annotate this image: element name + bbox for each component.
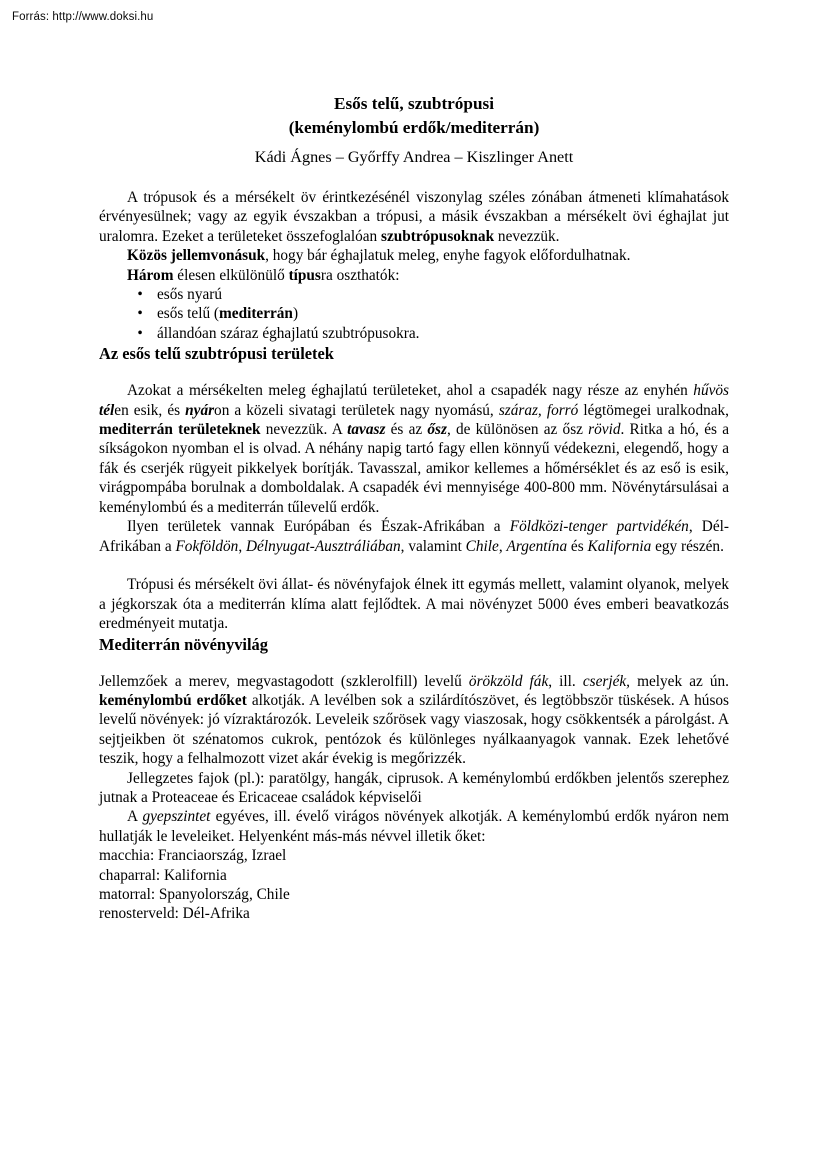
s1p2-e: , [498, 537, 507, 555]
intro-p3-bold-term-1: Három [127, 266, 174, 284]
bullet-icon: • [137, 286, 143, 304]
region-line: matorral: Spanyolország, Chile [99, 885, 290, 903]
s1p2-italic-delnyugat: Délnyugat-Ausztráliában [246, 537, 401, 555]
title-line-2: (keménylombú erdők/mediterrán) [288, 117, 540, 137]
s1p1-italic-szaraz-forro: száraz, forró [498, 401, 579, 419]
s1p2-d: , valamint [400, 537, 466, 555]
region-line: renosterveld: Dél-Afrika [99, 905, 250, 923]
section2-paragraph-1 [99, 672, 729, 769]
section-heading-mediterranean-flora: Mediterrán növényvilág [99, 634, 268, 654]
list-item [99, 324, 729, 343]
s2p3-b: egyéves, ill. évelő virágos növények alkotják. A keménylombú erdők nyáron nem hullatják le leveleiket. Helyenként más-más névvel illetik őket: [99, 808, 729, 845]
s1p1-e: nevezzük. A [260, 421, 348, 439]
title-line-1: Esős telű, szubtrópusi [334, 94, 494, 113]
bullet-text-after: ) [292, 305, 299, 323]
bullet-text: esős telű ( [157, 305, 220, 323]
subtropics-type-list [99, 285, 729, 343]
bullet-text: esős nyarú [157, 286, 222, 304]
intro-p2-bold-term: Közös jellemvonásuk [127, 247, 266, 265]
s1p2-b: , Dél-Afrikában a [99, 518, 729, 555]
s2p1-a: Jellemzőek a merev, megvastagodott (szklerolfill) levelű [99, 672, 469, 690]
bullet-icon: • [137, 305, 143, 323]
section-heading-rainy-winter: Az esős telű szubtrópusi területek [99, 344, 334, 364]
s2p3-italic-gyepszintet: gyepszintet [142, 808, 211, 826]
s1p1-d: légtömegei uralkodnak, [578, 401, 730, 419]
s1p1-a: Azokat a mérsékelten meleg éghajlatú területeket, ahol a csapadék nagy része az enyhén [127, 382, 694, 400]
author-list: Kádi Ágnes – Győrffy Andrea – Kiszlinger Anett [254, 148, 574, 166]
s1p1-f: és az [385, 421, 428, 439]
s1p1-italic-rovid: rövid [588, 421, 621, 439]
section2-paragraph-2: Jellegzetes fajok (pl.): paratölgy, hangák, ciprusok. A keménylombú erdőkben jelentős szerephez jutnak a Proteaceae és Ericaceae családok képviselői [99, 769, 729, 806]
s2p1-c: melyek az ún. [629, 672, 729, 690]
list-item [99, 285, 729, 304]
intro-paragraph-3 [99, 266, 729, 285]
s2p1-italic-orokzold-fak: örökzöld fák [468, 672, 549, 690]
s1p2-f: és [567, 537, 588, 555]
s1p1-bolditalic-tavasz: tavasz [347, 421, 386, 439]
document-title [99, 92, 729, 139]
intro-p1-text-a: A trópusok és a mérsékelt öv érintkezésénél viszonylag széles zónában átmeneti klímahatások érvényesülnek; vagy az egyik évszakban a trópusi, a másik évszakban a mérsékelt övi éghajlat jut uralomra. Ezeket a területeket összefoglalóan [99, 189, 729, 245]
source-url-header: Forrás: http://www.doksi.hu [12, 11, 154, 23]
s2p1-d: alkotják. A levélben sok a szilárdítószövet, és legtöbbször tüskések. A húsos levelű növények: jó vízraktározók. Leveleik szőrösek vagy viaszosak, hogy csökkentsék a párolgást. A sejtjeikben öt szénatomos cukrok, pentózok és különleges nyálkaanyagok vannak. Ezek lehetővé teszik, hogy a felhalmozott vizet akár évekig is megőrizzék. [99, 691, 730, 768]
region-line: macchia: Franciaország, Izrael [99, 847, 287, 865]
s1p1-bolditalic-osz: ősz [427, 421, 447, 439]
intro-p1-text-b: nevezzük. [494, 227, 560, 245]
s1p2-italic-chile: Chile [465, 537, 499, 555]
s1p2-g: egy részén. [651, 537, 724, 555]
intro-p3-text-mid: élesen elkülönülő [173, 266, 289, 284]
s1p2-a: Ilyen területek vannak Európában és Észak-Afrikában a [127, 518, 510, 536]
s1p1-c: on a közeli sivatagi területek nagy nyomású, [214, 401, 499, 419]
section1-paragraph-2 [99, 517, 729, 556]
s1p2-italic-foldkozi: Földközi-tenger partvidékén [509, 518, 689, 536]
intro-paragraph-1 [99, 188, 729, 246]
region-line: chaparral: Kalifornia [99, 866, 227, 884]
section1-paragraph-3: Trópusi és mérsékelt övi állat- és növényfajok élnek itt egymás mellett, valamint olyanok, melyek a jégkorszak óta a mediterrán klíma alatt fejlődtek. A mai növényzet 5000 éves emberi beavatkozás eredményeit mutatja. [99, 576, 729, 633]
s2p3-a: A [127, 808, 143, 826]
intro-p3-bold-term-2: típus [288, 266, 321, 284]
bullet-icon: • [137, 324, 143, 342]
s1p2-italic-fokfoldon: Fokföldön [175, 537, 239, 555]
section1-paragraph-1 [99, 381, 729, 517]
bullet-bold-term: mediterrán [219, 305, 293, 323]
document-body [99, 92, 729, 924]
s1p1-bolditalic-tel: tél [99, 401, 115, 419]
list-item [99, 304, 729, 323]
s1p2-c: , [238, 537, 246, 555]
s1p1-bold-mediterran-teruleteknek: mediterrán területeknek [99, 421, 261, 439]
region-name-list [99, 846, 729, 924]
bullet-text: állandóan száraz éghajlatú szubtrópusokra. [157, 324, 420, 342]
intro-p2-text: , hogy bár éghajlatuk meleg, enyhe fagyok előfordulhatnak. [265, 247, 631, 265]
s1p1-h: . Ritka a hó, és a síkságokon nyomban el is olvad. A néhány napig tartó fagy ellen könnyű védekezni, elegendő, hogy a fák és cserjék rügyeit pikkelyek borítják. Tavasszal, amikor kellemes a hőmérséklet és az eső is esik, virágpompába borulnak a domboldalak. A csapadék évi mennyisége 400-800 mm. Növénytársulásai a keménylombú és a mediterrán tűlevelű erdők. [99, 421, 729, 516]
s1p2-italic-argentina: Argentína [506, 537, 568, 555]
s1p1-g: , de különösen az ősz [446, 421, 589, 439]
intro-p1-bold-term: szubtrópusoknak [381, 227, 495, 245]
intro-paragraph-2 [99, 246, 729, 265]
intro-p3-text-end: ra oszthatók: [320, 266, 400, 284]
s2p1-b: , ill. [548, 672, 583, 690]
s2p1-italic-cserjek: cserjék, [582, 672, 630, 690]
s2p1-bold-kemenylombu-erdoket: keménylombú erdőket [99, 691, 247, 709]
s1p1-italic-huvos: hűvös [693, 382, 729, 400]
section2-paragraph-3 [99, 807, 729, 846]
s1p1-bolditalic-nyar: nyár [185, 401, 215, 419]
s1p2-italic-kalifornia: Kalifornia [587, 537, 652, 555]
s1p1-b: en esik, és [114, 401, 186, 419]
